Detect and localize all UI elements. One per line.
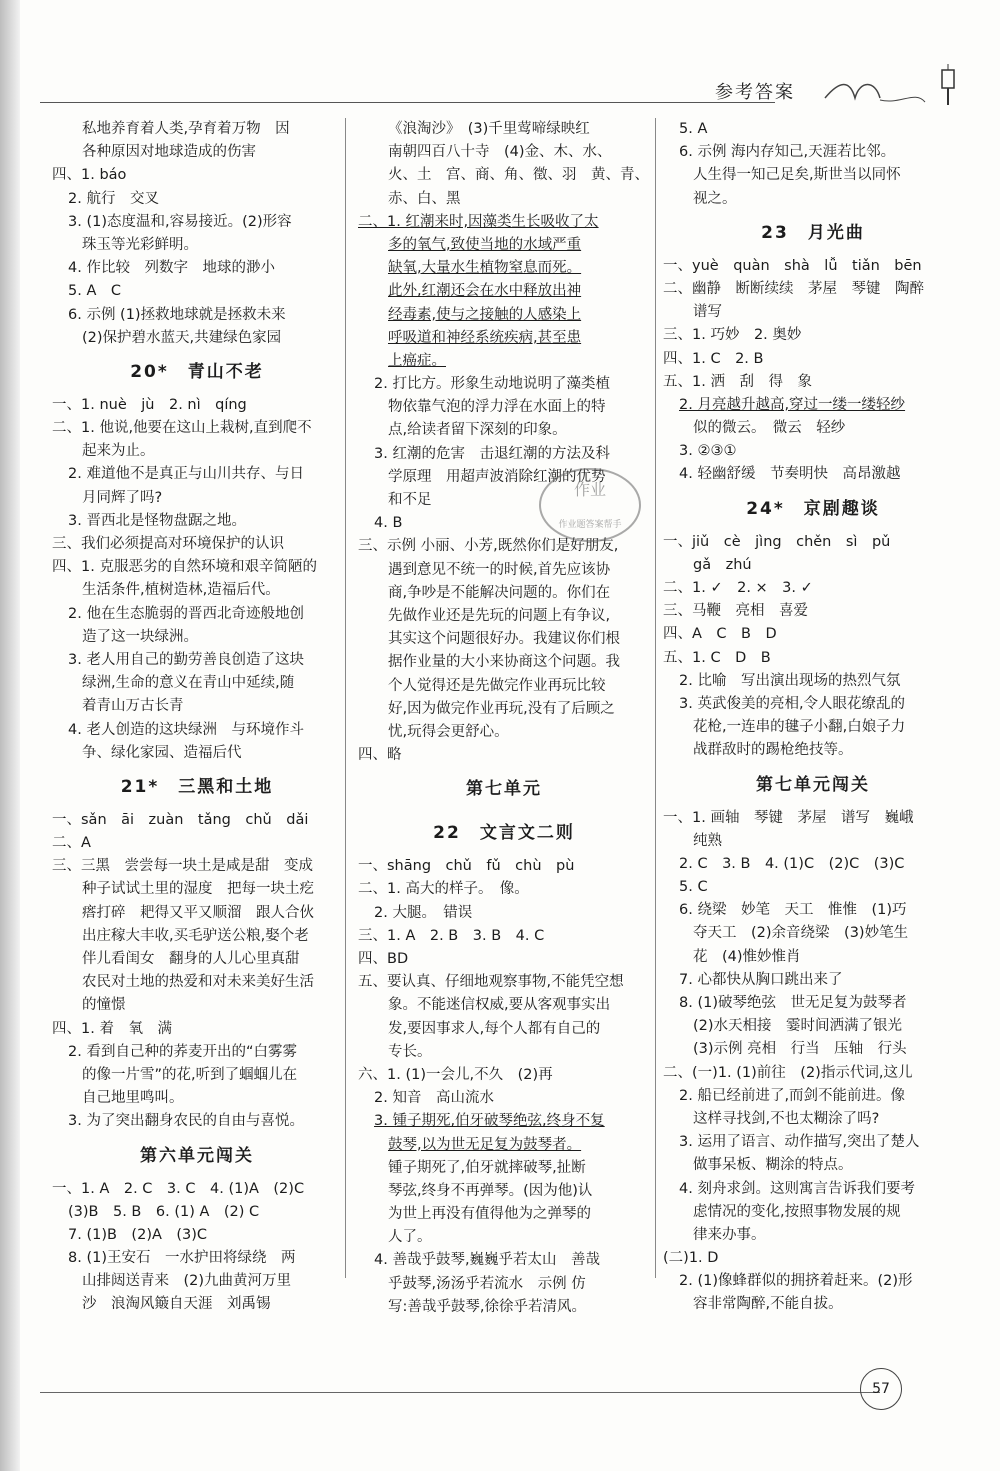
answer-line: 7. 心都快从胸口跳出来了 <box>679 971 843 988</box>
page-number: 57 <box>860 1368 902 1410</box>
answer-line: (二)1. D <box>663 1250 719 1267</box>
answer-line: gǎ zhú <box>693 556 752 573</box>
answer-line: 商,争吵是不能解决问题的。你们在 <box>388 584 611 601</box>
answer-line: 2. (1)像蜂群似的拥挤着赶来。(2)形 <box>679 1273 913 1290</box>
answer-line: 2. 月亮越升越高,穿过一缕一缕轻纱 <box>679 396 906 413</box>
answer-line: 的像一片雪”的花,听到了蝈蝈儿在 <box>82 1066 298 1083</box>
answer-line: 2. 他在生态脆弱的晋西北奇迹般地创 <box>68 605 304 622</box>
answer-line: 8. (1)破琴绝弦 世无足复为鼓琴者 <box>679 995 907 1011</box>
answer-line: 其实这个问题很好办。我建议你们根 <box>388 631 620 648</box>
answer-line: 发,要因事求人,每个人都有自己的 <box>388 1020 601 1037</box>
column-divider <box>345 118 346 1278</box>
section-heading: 20* 青山不老 <box>130 361 264 382</box>
answer-line: 伴儿看闺女 翻身的人儿心里真甜 <box>82 951 300 967</box>
answer-line: 律来办事。 <box>693 1226 766 1243</box>
answer-line: 2. 船已经前进了,而剑不能前进。像 <box>679 1087 906 1104</box>
answer-line: 一、jiǔ cè jìng chěn sì pǔ <box>663 533 891 550</box>
answer-line: 纯熟 <box>693 832 722 849</box>
answer-line: 二、幽静 断断续续 茅屋 琴键 陶醉 <box>663 280 924 297</box>
section-heading: 22 文言文二则 <box>433 823 575 844</box>
answer-line: 二、(一)1. (1)前往 (2)指示代词,这儿 <box>663 1064 913 1081</box>
answer-line: 2. 航行 交叉 <box>68 190 159 207</box>
answer-line: 先做作业还是先玩的问题上有争议, <box>388 607 611 624</box>
answer-line: 人生得一知己足矣,斯世当以同怀 <box>693 167 901 184</box>
answer-line: 五、要认真、仔细地观察事物,不能凭空想 <box>358 974 624 991</box>
answer-line: 五、1. C D B <box>663 649 771 666</box>
answer-line: (2)保护碧水蓝天,共建绿色家园 <box>82 329 282 346</box>
watermark-bottom-text: 作业题答案帮手 <box>558 520 622 530</box>
answer-line: 3. (1)态度温和,容易接近。(2)形容 <box>68 213 292 230</box>
answer-line: 象。不能迷信权威,要从客观事实出 <box>388 997 611 1014</box>
answer-line: 专长。 <box>388 1043 432 1060</box>
answer-line: 三、1. A 2. B 3. B 4. C <box>358 927 545 944</box>
answer-line: 四、1. 克服恶劣的自然环境和艰辛简陋的 <box>52 559 317 576</box>
answer-line: 做事呆板、糊涂的特点。 <box>693 1157 853 1174</box>
answer-line: 6. 示例 (1)拯救地球就是拯救未来 <box>68 306 286 323</box>
answer-line: 3. 红潮的危害 击退红潮的方法及科 <box>374 445 610 462</box>
answer-line: 为世上再没有值得他为之弹琴的 <box>388 1206 591 1223</box>
answer-line: 3. 英武俊美的亮相,令人眼花缭乱的 <box>679 695 906 712</box>
answer-line: 琴弦,终身不再弹琴。(因为他)认 <box>388 1182 593 1199</box>
answer-line: 赤、白、黑 <box>388 190 461 207</box>
answer-line: 月同辉了吗? <box>82 489 163 506</box>
answer-column-2 <box>358 118 650 1319</box>
section-heading: 21* 三黑和土地 <box>120 776 274 797</box>
answer-line: 自己地里鸣叫。 <box>82 1090 184 1107</box>
footer-rule <box>40 1392 880 1393</box>
answer-line: 各种原因对地球造成的伤害 <box>82 144 256 161</box>
answer-line: 一、sǎn āi zuàn tǎng chǔ dǎi <box>52 811 309 828</box>
answer-line: 三、我们必须提高对环境保护的认识 <box>52 536 284 552</box>
answer-line: 三、马鞭 亮相 喜爱 <box>663 603 808 620</box>
answer-line: 2. C 3. B 4. (1)C (2)C (3)C <box>679 855 905 872</box>
answer-line: 5. C <box>679 879 708 896</box>
answer-line: 呼吸道和神经系统疾病,甚至患 <box>388 329 582 346</box>
answer-line: 8. (1)王安石 一水护田将绿绕 两 <box>68 1250 296 1267</box>
butterfly-lamp-ornament-icon <box>820 60 970 120</box>
answer-line: 容非常陶醉,不能自拔。 <box>693 1296 843 1313</box>
answer-line: 2. 难道他不是真正与山川共存、与日 <box>68 466 304 483</box>
book-spine-shadow <box>0 0 20 1471</box>
answer-line: 个人觉得还是先做完作业再玩比较 <box>388 677 606 694</box>
answer-line: (2)水天相接 霎时间洒满了银光 <box>693 1018 903 1035</box>
section-heading: 第七单元 <box>466 779 542 800</box>
answer-line: 花枪,一连串的毽子小翻,白娘子力 <box>693 719 906 736</box>
answer-line: 3. 锺子期死,伯牙破琴绝弦,终身不复 <box>374 1113 605 1130</box>
section-heading: 23 月光曲 <box>761 222 865 243</box>
answer-line: 四、略 <box>358 747 402 764</box>
answer-line: 2. 比喻 写出演出现场的热烈气氛 <box>679 672 901 689</box>
section-heading: 第七单元闯关 <box>756 774 870 795</box>
answer-line: 六、1. (1)一会儿,不久 (2)再 <box>358 1066 553 1083</box>
answer-line: 绿洲,生命的意义在青山中延续,随 <box>82 675 295 692</box>
answer-line: 《浪淘沙》 (3)千里莺啼绿映红 <box>388 121 590 137</box>
answer-line: 沙 浪淘风簸自天涯 刘禹锡 <box>82 1296 271 1313</box>
answer-line: 一、1. nuè jù 2. nì qíng <box>52 396 247 413</box>
answer-line: 似的微云。 微云 轻纱 <box>693 420 846 437</box>
answer-line: 火、土 宫、商、角、徵、羽 黄、青、 <box>388 167 649 184</box>
answer-line: 7. (1)B (2)A (3)C <box>68 1226 208 1243</box>
answer-line: 锺子期死了,伯牙就摔破琴,扯断 <box>388 1159 586 1176</box>
answer-line: 瘩打碎 耙得又平又顺溜 跟人合伙 <box>82 904 314 921</box>
answer-column-3 <box>663 118 963 1317</box>
answer-line: 鼓琴,以为世无足复为鼓琴者。 <box>388 1136 582 1153</box>
answer-line: 的憧憬 <box>82 997 126 1014</box>
answer-line: 一、1. 画轴 琴键 茅屋 谱写 巍峨 <box>663 809 914 826</box>
answer-line: 三、三黑 尝尝每一块土是咸是甜 变成 <box>52 858 313 875</box>
answer-line: 此外,红潮还会在水中释放出神 <box>388 283 582 300</box>
answer-line: 谱写 <box>693 304 722 321</box>
answer-line: 造了这一块绿洲。 <box>82 628 198 645</box>
answer-line: 3. ②③① <box>679 443 737 460</box>
answer-line: 6. 绕梁 妙笔 天工 惟惟 (1)巧 <box>679 902 907 919</box>
answer-line: 3. 老人用自己的勤劳善良创造了这块 <box>68 651 304 668</box>
answer-line: 6. 示例 海内存知己,天涯若比邻。 <box>679 144 896 161</box>
answer-line: 二、1. ✓ 2. × 3. ✓ <box>663 580 813 596</box>
answer-line: 写:善哉乎鼓琴,徐徐乎若清风。 <box>388 1298 586 1315</box>
answer-line: 2. 大腿。 错误 <box>374 904 473 921</box>
answer-line: 二、1. 红潮来时,因藻类生长吸收了太 <box>358 213 599 230</box>
answer-line: 4. 善哉乎鼓琴,巍巍乎若太山 善哉 <box>374 1252 601 1269</box>
answer-line: 5. A C <box>68 283 121 300</box>
column-divider <box>655 118 656 1278</box>
answer-line: 争、绿化家园、造福后代 <box>82 744 242 761</box>
answer-line: 一、1. A 2. C 3. C 4. (1)A (2)C <box>52 1180 305 1197</box>
answer-line: 学原理 用超声波消除红潮的优势 <box>388 468 606 485</box>
answer-line: 上癌症。 <box>388 352 446 369</box>
answer-line: 花 (4)惟妙惟肖 <box>693 948 801 965</box>
answer-line: 遇到意见不统一的时候,首先应该协 <box>388 561 611 578</box>
answer-line: 物依靠气泡的浮力浮在水面上的特 <box>388 399 606 416</box>
section-heading: 第六单元闯关 <box>140 1145 254 1166</box>
answer-line: 3. 为了突出翻身农民的自由与喜悦。 <box>68 1113 304 1130</box>
answer-line: 战群敌时的踢枪绝技等。 <box>693 742 853 759</box>
answer-line: 虑情况的变化,按照事物发展的规 <box>693 1203 901 1220</box>
answer-line: 着青山万古长青 <box>82 698 184 715</box>
answer-line: 山排闼送青来 (2)九曲黄河万里 <box>82 1273 292 1290</box>
answer-line: 5. A <box>679 121 708 137</box>
answer-line: 点,给读者留下深刻的印象。 <box>388 422 567 439</box>
answer-line: 2. 打比方。形象生动地说明了藻类植 <box>374 376 610 393</box>
answer-line: 出庄稼大丰收,买毛驴送公粮,娶个老 <box>82 927 309 944</box>
answer-line: 视之。 <box>693 190 737 207</box>
answer-line: 二、A <box>52 835 91 852</box>
answer-line: 种子试试土里的湿度 把每一块土疙 <box>82 881 314 898</box>
answer-line: 四、1. 着 氧 满 <box>52 1020 172 1037</box>
answer-line: 乎鼓琴,汤汤乎若流水 示例 仿 <box>388 1275 586 1292</box>
section-heading: 24* 京剧趣谈 <box>746 498 880 519</box>
answer-line: 珠玉等光彩鲜明。 <box>82 236 198 253</box>
answer-line: 四、1. C 2. B <box>663 350 764 367</box>
answer-line: 二、1. 高大的样子。 像。 <box>358 881 529 898</box>
answer-line: 2. 知音 高山流水 <box>374 1090 494 1107</box>
header-title: 参考答案 <box>715 82 795 103</box>
answer-line: 忧,玩得会更舒心。 <box>388 723 509 740</box>
watermark-top-text: 作业 <box>573 480 607 499</box>
answer-line: 二、1. 他说,他要在这山上栽树,直到爬不 <box>52 420 312 437</box>
answer-line: 经毒素,使与之接触的人感染上 <box>388 306 582 323</box>
answer-line: 南朝四百八十寺 (4)金、木、水、 <box>388 144 612 161</box>
answer-line: 2. 看到自己种的荞麦开出的“白雾雾 <box>68 1043 297 1060</box>
answer-line: 3. 晋西北是怪物盘踞之地。 <box>68 512 246 529</box>
answer-line: 生活条件,植树造林,造福后代。 <box>82 582 280 599</box>
answer-line: 4. 作比较 列数字 地球的渺小 <box>68 260 275 277</box>
answer-line: (3)B 5. B 6. (1) A (2) C <box>68 1203 260 1220</box>
answer-line: 私地养育着人类,孕育着万物 因 <box>82 121 290 137</box>
answer-line: (3)示例 亮相 行当 压轴 行头 <box>693 1041 907 1058</box>
answer-line: 四、1. báo <box>52 167 127 184</box>
answer-line: 4. 老人创造的这块绿洲 与环境作斗 <box>68 721 304 738</box>
answer-line: 4. B <box>374 515 403 532</box>
header-rule <box>40 102 775 103</box>
answer-line: 4. 刻舟求剑。这则寓言告诉我们要考 <box>679 1180 915 1197</box>
answer-line: 4. 轻幽舒缓 节奏明快 高昂激越 <box>679 466 901 483</box>
answer-line: 和不足 <box>388 492 432 508</box>
answer-line: 多的氧气,致使当地的水域严重 <box>388 236 582 253</box>
answer-line: 夺天工 (2)余音绕梁 (3)妙笔生 <box>693 925 909 942</box>
answer-line: 这样寻找剑,不也太糊涂了吗? <box>693 1110 880 1127</box>
answer-line: 一、shāng chǔ fǔ chù pù <box>358 858 575 875</box>
answer-line: 人了。 <box>388 1229 432 1246</box>
answer-line: 三、1. 巧妙 2. 奥妙 <box>663 327 802 344</box>
answer-line: 五、1. 洒 刮 得 象 <box>663 373 812 390</box>
answer-line: 起来为止。 <box>82 443 155 460</box>
answer-line: 三、示例 小丽、小芳,既然你们是好朋友, <box>358 538 619 555</box>
answer-line: 四、BD <box>358 951 409 967</box>
answer-line: 缺氧,大量水生植物窒息而死。 <box>388 260 582 277</box>
answer-line: 农民对土地的热爱和对未来美好生活 <box>82 974 314 991</box>
answer-line: 好,因为做完作业再玩,没有了后顾之 <box>388 700 615 717</box>
answer-line: 据作业量的大小来协商这个问题。我 <box>388 654 620 671</box>
answer-line: 3. 运用了语言、动作描写,突出了楚人 <box>679 1134 920 1151</box>
answer-line: 四、A C B D <box>663 626 777 643</box>
watermark-stamp <box>535 465 645 555</box>
answer-column-1 <box>52 118 342 1317</box>
answer-line: 一、yuè quàn shà lǚ tiǎn bēn <box>663 257 922 274</box>
